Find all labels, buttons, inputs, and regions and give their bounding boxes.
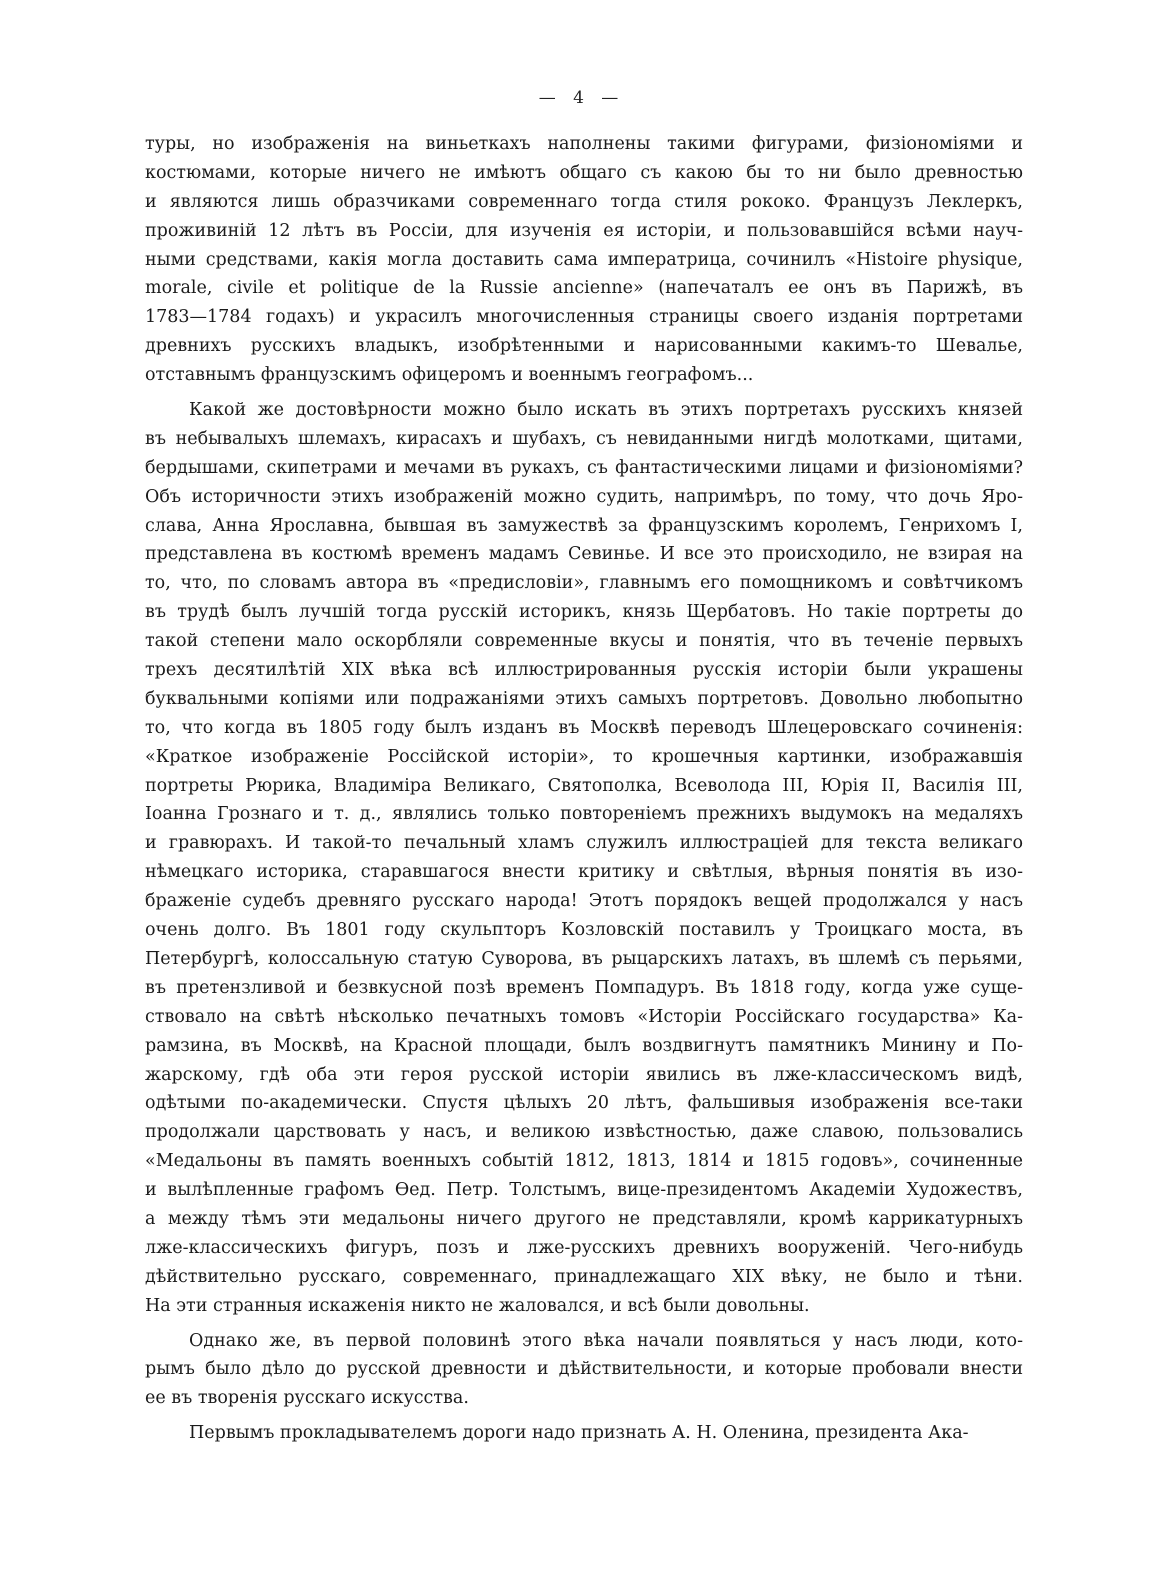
text-line: туры, но изображенія на виньеткахъ наполнены такими фигурами, физіономіями и (145, 134, 1023, 154)
text-line: костюмами, которые ничего не имѣютъ общаго съ какою бы то ни было древностью (145, 162, 1023, 183)
text-line: и гравюрахъ. И такой-то печальный хламъ служилъ иллюстраціей для текста великаго (145, 833, 1023, 854)
text-line: Петербургѣ, колоссальную статую Суворова, въ рыцарскихъ латахъ, въ шлемѣ съ перьями, (145, 948, 1023, 969)
text-line: рымъ было дѣло до русской древности и дѣйствительности, и которые пробовали внести (145, 1359, 1023, 1380)
text-line: и являются лишь образчиками современнаго тогда стиля рококо. Французъ Леклеркъ, (145, 191, 1023, 212)
text-line: продолжали царствовать у насъ, и великою извѣстностью, даже славою, пользовались (145, 1122, 1023, 1143)
text-line: жарскому, гдѣ оба эти героя русской исторіи явились въ лже-классическомъ видѣ, (145, 1064, 1023, 1085)
text-line: ее въ творенія русскаго искусства. (145, 1388, 469, 1409)
text-line: трехъ десятилѣтій XIX вѣка всѣ иллюстрированныя русскія исторіи были украшены (145, 660, 1023, 681)
text-line: такой степени мало оскорбляли современные вкусы и понятія, что въ теченіе первыхъ (145, 631, 1023, 652)
text-line: «Краткое изображеніе Россійской исторіи», то крошечныя картинки, изображавшія (145, 746, 1023, 767)
text-line: Однако же, въ первой половинѣ этого вѣка начали появляться у насъ люди, кото- (189, 1330, 1023, 1351)
text-line: 1783—1784 годахъ) и украсилъ многочисленныя страницы своего изданія портретами (145, 307, 1023, 328)
text-line: Первымъ прокладывателемъ дороги надо признать А. Н. Оленина, президента Ака- (189, 1423, 969, 1444)
paragraph (145, 396, 1023, 1321)
text-line: Объ историчности этихъ изображеній можно судить, напримѣръ, по тому, что дочь Яро- (145, 486, 1023, 507)
text-line: отставнымъ французскимъ офицеромъ и военнымъ географомъ... (145, 365, 754, 386)
text-line: «Медальоны въ память военныхъ событій 1812, 1813, 1814 и 1815 годовъ», сочиненные (145, 1151, 1023, 1172)
text-line: Іоанна Грознаго и т. д., являлись только повтореніемъ прежнихъ выдумокъ на медаляхъ (145, 804, 1023, 825)
text-line: и вылѣпленные графомъ Ѳед. Петр. Толстымъ, вице-президентомъ Академіи Художествъ, (145, 1180, 1023, 1201)
text-line: рамзина, въ Москвѣ, на Красной площади, былъ воздвигнутъ памятникъ Минину и По- (145, 1035, 1023, 1056)
paragraph (145, 1419, 1023, 1448)
text-line: представлена въ костюмѣ временъ мадамъ Севинье. И все это происходило, не взирая на (145, 544, 1023, 565)
text-line: ными средствами, какія могла доставить сама императрица, сочинилъ «Histoire physique, (145, 249, 1023, 270)
text-line: а между тѣмъ эти медальоны ничего другого не представляли, кромѣ каррикатурныхъ (145, 1208, 1023, 1229)
text-line: дѣйствительно русскаго, современнаго, принадлежащаго XIX вѣку, не было и тѣни. (145, 1266, 1023, 1287)
text-line: въ трудѣ былъ лучшій тогда русскій историкъ, князь Щербатовъ. Но такіе портреты до (145, 602, 1023, 623)
text-line: нѣмецкаго историка, старавшагося внести критику и свѣтлыя, вѣрныя понятія въ изо- (145, 862, 1023, 883)
text-line: буквальными копіями или подражаніями этихъ самыхъ портретовъ. Довольно любопытно (145, 688, 1023, 709)
text-line: лже-классическихъ фигуръ, позъ и лже-русскихъ древнихъ вооруженій. Чего-нибудь (145, 1237, 1023, 1258)
paragraph (145, 1327, 1023, 1414)
text-line: morale, civile et politique de la Russie ancienne» (напечаталъ ее онъ въ Парижѣ, въ (145, 278, 1023, 299)
text-line: На эти странныя искаженія никто не жаловался, и всѣ были довольны. (145, 1295, 810, 1316)
text-line: портреты Рюрика, Владиміра Великаго, Святополка, Всеволода III, Юрія II, Василія III, (145, 775, 1023, 796)
text-line: одѣтыми по-академически. Спустя цѣлыхъ 20 лѣтъ, фальшивыя изображенія все-таки (145, 1093, 1023, 1114)
text-line: въ претензливой и безвкусной позѣ временъ Помпадуръ. Въ 1818 году, когда уже суще- (145, 977, 1023, 998)
text-line: то, что, по словамъ автора въ «предисловіи», главнымъ его помощникомъ и совѣтчикомъ (145, 573, 1023, 594)
text-line: браженіе судебъ древняго русскаго народа! Этотъ порядокъ вещей продолжался у насъ (145, 891, 1023, 912)
text-line: Какой же достовѣрности можно было искать въ этихъ портретахъ русскихъ князей (189, 400, 1023, 421)
text-line: ствовало на свѣтѣ нѣсколько печатныхъ томовъ «Исторіи Россійскаго государства» Ка- (145, 1006, 1023, 1027)
text-line: въ небывалыхъ шлемахъ, кирасахъ и шубахъ, съ невиданными нигдѣ молотками, щитами, (145, 428, 1023, 449)
text-line: бердышами, скипетрами и мечами въ рукахъ, съ фантастическими лицами и физіономіями? (145, 457, 1023, 478)
page-number: — 4 — (538, 88, 625, 108)
text-line: то, что когда въ 1805 году былъ изданъ въ Москвѣ переводъ Шлецеровскаго сочиненія: (145, 717, 1023, 738)
text-line: проживиній 12 лѣтъ въ Россіи, для изученія ея исторіи, и пользовавшійся всѣми науч- (145, 220, 1023, 241)
text-line: слава, Анна Ярославна, бывшая въ замужествѣ за французскимъ королемъ, Генрихомъ I, (145, 515, 1023, 536)
text-line: древнихъ русскихъ владыкъ, изобрѣтенными и нарисованными какимъ-то Шевалье, (145, 336, 1023, 357)
text-line: очень долго. Въ 1801 году скульпторъ Козловскій поставилъ у Троицкаго моста, въ (145, 920, 1023, 941)
body-text (145, 130, 1023, 1454)
paragraph (145, 130, 1023, 390)
